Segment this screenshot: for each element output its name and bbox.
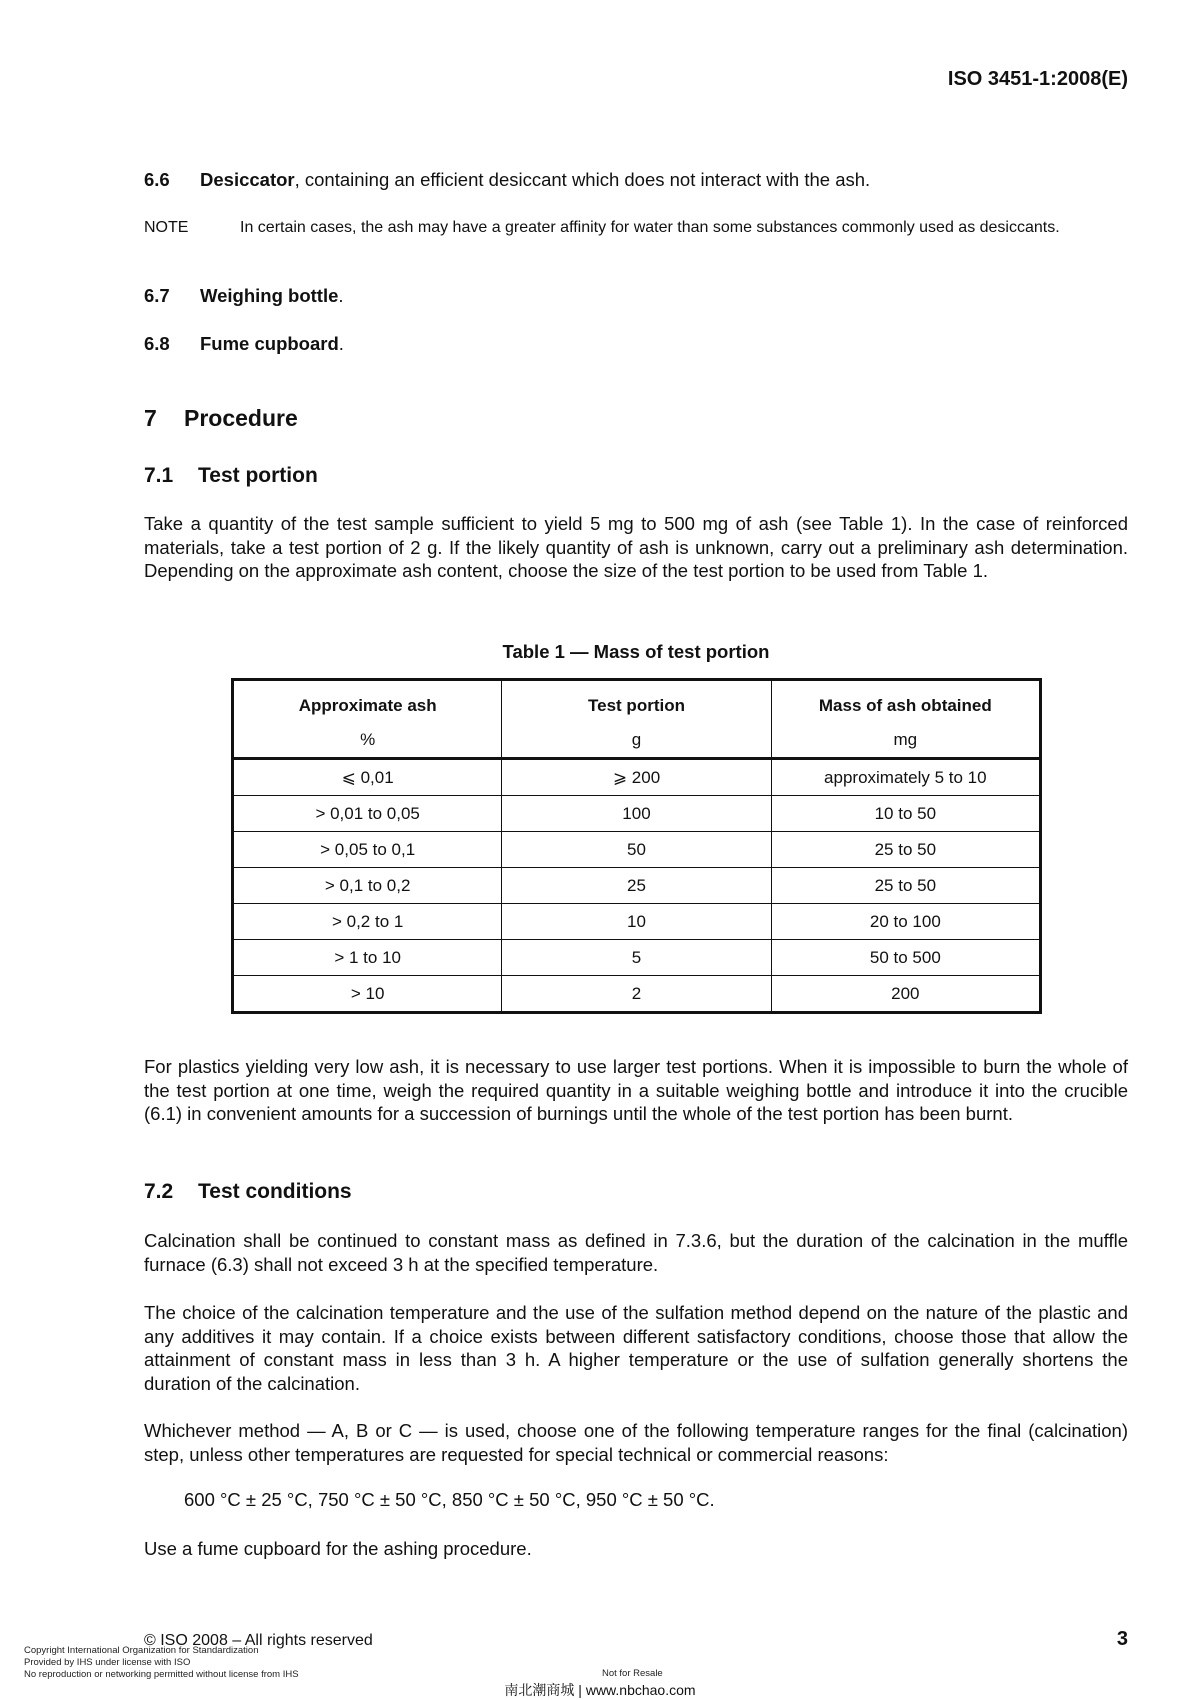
table-cell: > 0,2 to 1 (233, 904, 502, 940)
header-label: Test portion (588, 696, 685, 715)
table-cell: 10 (502, 904, 771, 940)
table-cell: > 0,1 to 0,2 (233, 868, 502, 904)
table-cell: 2 (502, 976, 771, 1013)
table-row (233, 868, 1041, 904)
note-label: NOTE (144, 219, 189, 236)
paragraph-method-choice: Whichever method — A, B or C — is used, choose one of the following temperature ranges for the final (calcination) step, unless other temperatures are requested for special technical or commercial reasons: (144, 1420, 1128, 1465)
table-cell: ⩽ 0,01 (233, 759, 502, 796)
clause-6-8 (144, 332, 344, 355)
section-number: 7 (144, 405, 157, 431)
table-cell: 25 to 50 (771, 832, 1040, 868)
table-header-row (233, 680, 1041, 759)
header-unit: mg (893, 730, 918, 749)
table-cell: 50 (502, 832, 771, 868)
paragraph-test-portion: Take a quantity of the test sample sufficient to yield 5 mg to 500 mg of ash (see Table 1). In the case of reinforced materials, take a test portion of 2 g. If the likely quantity of ash is unknown, carry out a preliminary ash determination. Depending on the approximate ash content, choose the size of the test portion to be used from Table 1. (144, 513, 1128, 581)
table-row (233, 759, 1041, 796)
table-cell: > 0,05 to 0,1 (233, 832, 502, 868)
table-row (233, 904, 1041, 940)
table-cell: approximately 5 to 10 (771, 759, 1040, 796)
clause-number: 6.8 (144, 333, 170, 354)
table-cell: > 10 (233, 976, 502, 1013)
mass-of-test-portion-table (231, 678, 1042, 1014)
subsection-title: Test portion (198, 464, 318, 487)
table-cell: 25 (502, 868, 771, 904)
not-for-resale: Not for Resale (602, 1668, 663, 1679)
ihs-line: No reproduction or networking permitted without license from IHS (24, 1669, 299, 1680)
header-label: Approximate ash (298, 696, 437, 715)
temperature-ranges: 600 °C ± 25 °C, 750 °C ± 50 °C, 850 °C ± 50 °C, 950 °C ± 50 °C. (184, 1489, 715, 1510)
header-mass-of-ash (771, 680, 1040, 759)
clause-term: Fume cupboard (200, 333, 339, 354)
watermark: 南北潮商城 | www.nbchao.com (504, 1682, 696, 1698)
paragraph-calcination-duration: Calcination shall be continued to constant mass as defined in 7.3.6, but the duration of the calcination in the muffle furnace (6.3) shall not exceed 3 h at the specified temperature. (144, 1230, 1128, 1275)
note (144, 217, 1128, 239)
table-row (233, 796, 1041, 832)
ihs-line: Provided by IHS under license with ISO (24, 1657, 191, 1668)
table-row (233, 976, 1041, 1013)
header-unit: g (631, 730, 642, 749)
paragraph-low-ash: For plastics yielding very low ash, it is necessary to use larger test portions. When it is impossible to burn the whole of the test portion at one time, weigh the required quantity in a suitable weighing bottle and introduce it into the crucible (6.1) in convenient amounts for a succession of burnings until the whole of the test portion has been burnt. (144, 1056, 1128, 1124)
subsection-heading-7-2 (144, 1180, 352, 1204)
table-cell: 200 (771, 976, 1040, 1013)
table-cell: 20 to 100 (771, 904, 1040, 940)
subsection-number: 7.1 (144, 464, 174, 487)
table-cell: 100 (502, 796, 771, 832)
table-cell: 10 to 50 (771, 796, 1040, 832)
ihs-license-notice (24, 1645, 299, 1681)
subsection-heading-7-1 (144, 464, 318, 488)
table-row (233, 832, 1041, 868)
ihs-line: Copyright International Organization for Standardization (24, 1645, 259, 1656)
paragraph-calcination-temperature: The choice of the calcination temperature and the use of the sulfation method depend on the nature of the plastic and any additives it may contain. If a choice exists between different satisfactory conditions, choose those that allow the attainment of constant mass in less than 3 h. A higher temperature or the use of sulfation generally shortens the duration of the calcination. (144, 1302, 1128, 1394)
table-cell: 50 to 500 (771, 940, 1040, 976)
section-title: Procedure (184, 405, 298, 431)
table-cell: 5 (502, 940, 771, 976)
header-label: Mass of ash obtained (818, 696, 992, 715)
paragraph-fume-cupboard: Use a fume cupboard for the ashing procedure. (144, 1538, 532, 1559)
copyright-notice: © ISO 2008 – All rights reserved (144, 1632, 373, 1649)
clause-term: Desiccator (200, 169, 295, 190)
section-heading-7 (144, 405, 298, 432)
table-cell: ⩾ 200 (502, 759, 771, 796)
table-cell: 25 to 50 (771, 868, 1040, 904)
subsection-number: 7.2 (144, 1180, 174, 1203)
clause-number: 6.7 (144, 285, 170, 306)
clause-6-7 (144, 284, 344, 307)
clause-6-6 (144, 168, 870, 191)
header-approximate-ash (233, 680, 502, 759)
clause-number: 6.6 (144, 169, 170, 190)
clause-term: Weighing bottle (200, 285, 339, 306)
header-unit: % (360, 730, 376, 749)
subsection-title: Test conditions (198, 1180, 352, 1203)
page-number: 3 (1116, 1628, 1128, 1650)
table-row (233, 940, 1041, 976)
clause-text: . (338, 333, 344, 354)
clause-text: . (338, 285, 344, 306)
table-cell: > 1 to 10 (233, 940, 502, 976)
clause-text: , containing an efficient desiccant which does not interact with the ash. (294, 169, 871, 190)
header-test-portion (502, 680, 771, 759)
note-text: In certain cases, the ash may have a greater affinity for water than some substances commonly used as desiccants. (240, 219, 1060, 236)
table-caption: Table 1 — Mass of test portion (502, 641, 770, 662)
document-id: ISO 3451-1:2008(E) (947, 68, 1128, 90)
table-cell: > 0,01 to 0,05 (233, 796, 502, 832)
